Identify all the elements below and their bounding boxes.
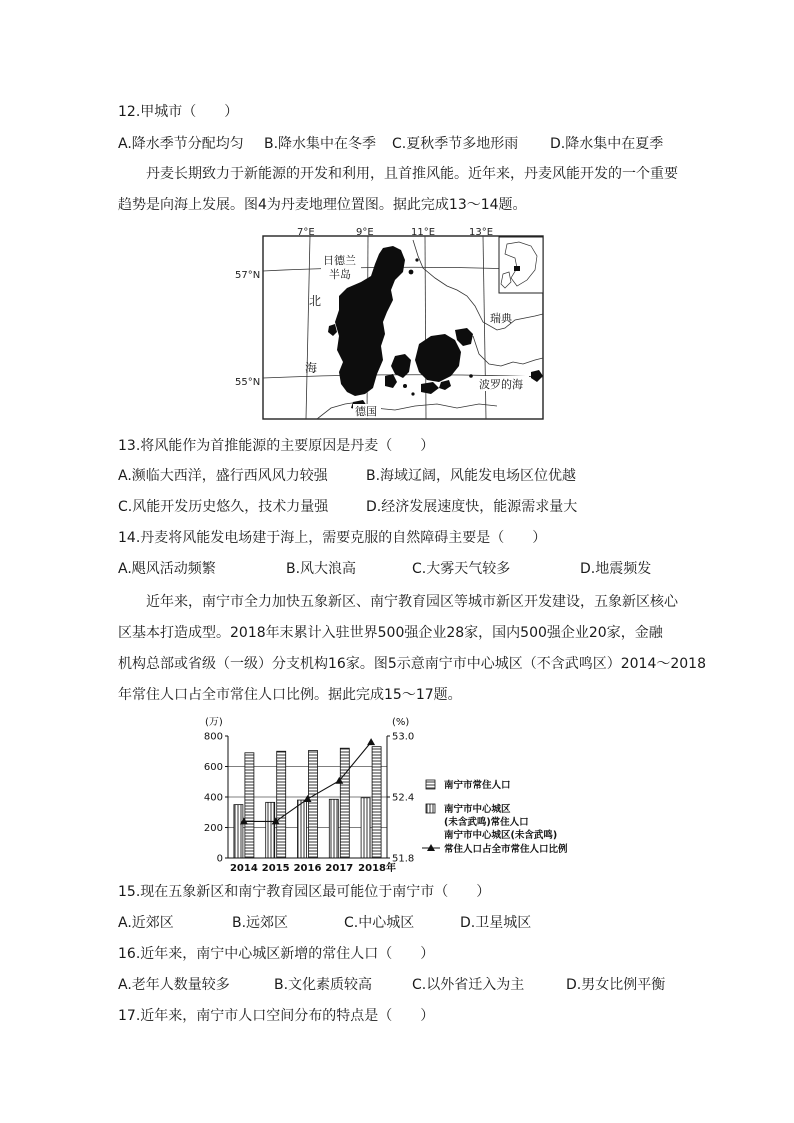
passage2-line1: 近年来，南宁市全力加快五象新区、南宁教育园区等城市新区开发建设，五象新区核心 [146,594,678,610]
q15-option-d: D.卫星城区 [460,915,532,931]
right-axis-unit: (%) [392,717,410,728]
lon-label: 9°E [356,227,374,238]
inset-map [499,237,543,293]
legend-label: 南宁市中心城区 [444,804,511,815]
lat-label: 57°N [235,270,261,281]
bar-city-population [340,748,349,858]
q14-option-b: B.风大浪高 [286,561,357,577]
q16-option-b: B.文化素质较高 [274,977,373,993]
bar-central-population [234,805,243,858]
q12-option-c: C.夏秋季节多地形雨 [392,136,519,152]
bar-city-population [372,747,381,858]
left-axis-unit: (万) [205,717,223,728]
population-chart [195,712,605,872]
chart-trend-line [240,738,375,824]
legend-label: (未含武鸣)常住人口 [444,817,529,828]
left-tick-label: 400 [203,792,223,804]
chart-legend [422,779,568,855]
bar-central-population [298,800,307,858]
ratio-point [367,738,375,745]
baltic-sea-label: 波罗的海 [479,378,523,391]
q14-option-a: A.飓风活动频繁 [118,561,216,577]
passage1-line2: 趋势是向海上发展。图4为丹麦地理位置图。据此完成13～14题。 [118,197,527,213]
legend-swatch-city [426,780,435,789]
q12-option-a: A.降水季节分配均匀 [118,136,244,152]
passage1-line1: 丹麦长期致力于新能源的开发和利用，且首推风能。近年来，丹麦风能开发的一个重要 [146,166,678,182]
chart-bars [234,747,381,858]
legend-label: 南宁市常住人口 [444,780,511,791]
x-tick-label: 2018年 [358,863,397,872]
q13-option-b: B.海域辽阔，风能发电场区位优越 [366,468,577,484]
passage2-line2: 区基本打造成型。2018年末累计入驻世界500强企业28家，国内500强企业20家，金融 [118,625,663,641]
q13-option-d: D.经济发展速度快，能源需求量大 [366,499,578,515]
sweden-label: 瑞典 [490,312,512,325]
bar-city-population [309,750,318,858]
q15-option-a: A.近郊区 [118,915,174,931]
lon-label: 7°E [297,227,315,238]
germany-label: 德国 [355,405,377,418]
denmark-map [235,226,547,424]
left-tick-label: 0 [216,853,223,865]
legend-label: 常住人口占全市常住人口比例 [444,844,568,855]
q17-stem: 17.近年来，南宁市人口空间分布的特点是（ ） [118,1008,435,1024]
lon-label: 13°E [469,227,494,238]
ratio-line [244,742,371,821]
lon-label: 11°E [411,227,436,238]
lat-label: 55°N [235,377,261,388]
legend-label: 南宁市中心城区(未含武鸣) [444,830,558,841]
q12-option-b: B.降水集中在冬季 [264,136,377,152]
q12-option-d: D.降水集中在夏季 [550,136,664,152]
jutland-label: 半岛 [329,268,351,281]
q14-option-d: D.地震频发 [580,561,652,577]
q15-stem: 15.现在五象新区和南宁教育园区最可能位于南宁市（ ） [118,884,491,900]
q16-option-c: C.以外省迁入为主 [412,977,525,993]
bar-central-population [329,799,338,858]
passage2-line4: 年常住人口占全市常住人口比例。据此完成15～17题。 [118,687,462,703]
bar-city-population [245,753,254,858]
x-tick-label: 2014 [229,863,258,872]
jutland-label: 日德兰 [323,254,356,267]
left-tick-label: 600 [203,762,223,773]
left-tick-label: 200 [203,823,223,834]
legend-swatch-central [426,804,435,813]
q13-option-c: C.风能开发历史悠久，技术力量强 [118,499,329,515]
q16-option-d: D.男女比例平衡 [566,977,666,993]
north-sea-label: 海 [305,361,318,375]
q14-option-c: C.大雾天气较多 [412,561,511,577]
x-tick-label: 2017 [325,863,354,872]
right-tick-label: 53.0 [392,731,415,743]
q13-stem: 13.将风能作为首推能源的主要原因是丹麦（ ） [118,438,435,454]
bar-central-population [266,802,275,858]
right-tick-label: 51.8 [392,853,415,865]
q14-stem: 14.丹麦将风能发电场建于海上，需要克服的自然障碍主要是（ ） [118,530,547,546]
right-tick-label: 52.4 [392,792,415,804]
x-tick-label: 2015 [261,863,290,872]
q16-option-a: A.老年人数量较多 [118,977,230,993]
bar-city-population [277,751,286,858]
q13-option-a: A.濒临大西洋，盛行西风风力较强 [118,468,328,484]
x-tick-label: 2016 [293,863,322,872]
q12-stem: 12.甲城市（ ） [118,104,239,120]
north-sea-label: 北 [309,294,322,308]
passage2-line3: 机构总部或省级（一级）分支机构16家。图5示意南宁市中心城区（不含武鸣区）2014～2018 [118,656,706,672]
bar-central-population [361,798,370,858]
left-tick-label: 800 [203,731,223,743]
q16-stem: 16.近年来，南宁中心城区新增的常住人口（ ） [118,946,435,962]
q15-option-b: B.远郊区 [232,915,289,931]
q15-option-c: C.中心城区 [344,915,415,931]
